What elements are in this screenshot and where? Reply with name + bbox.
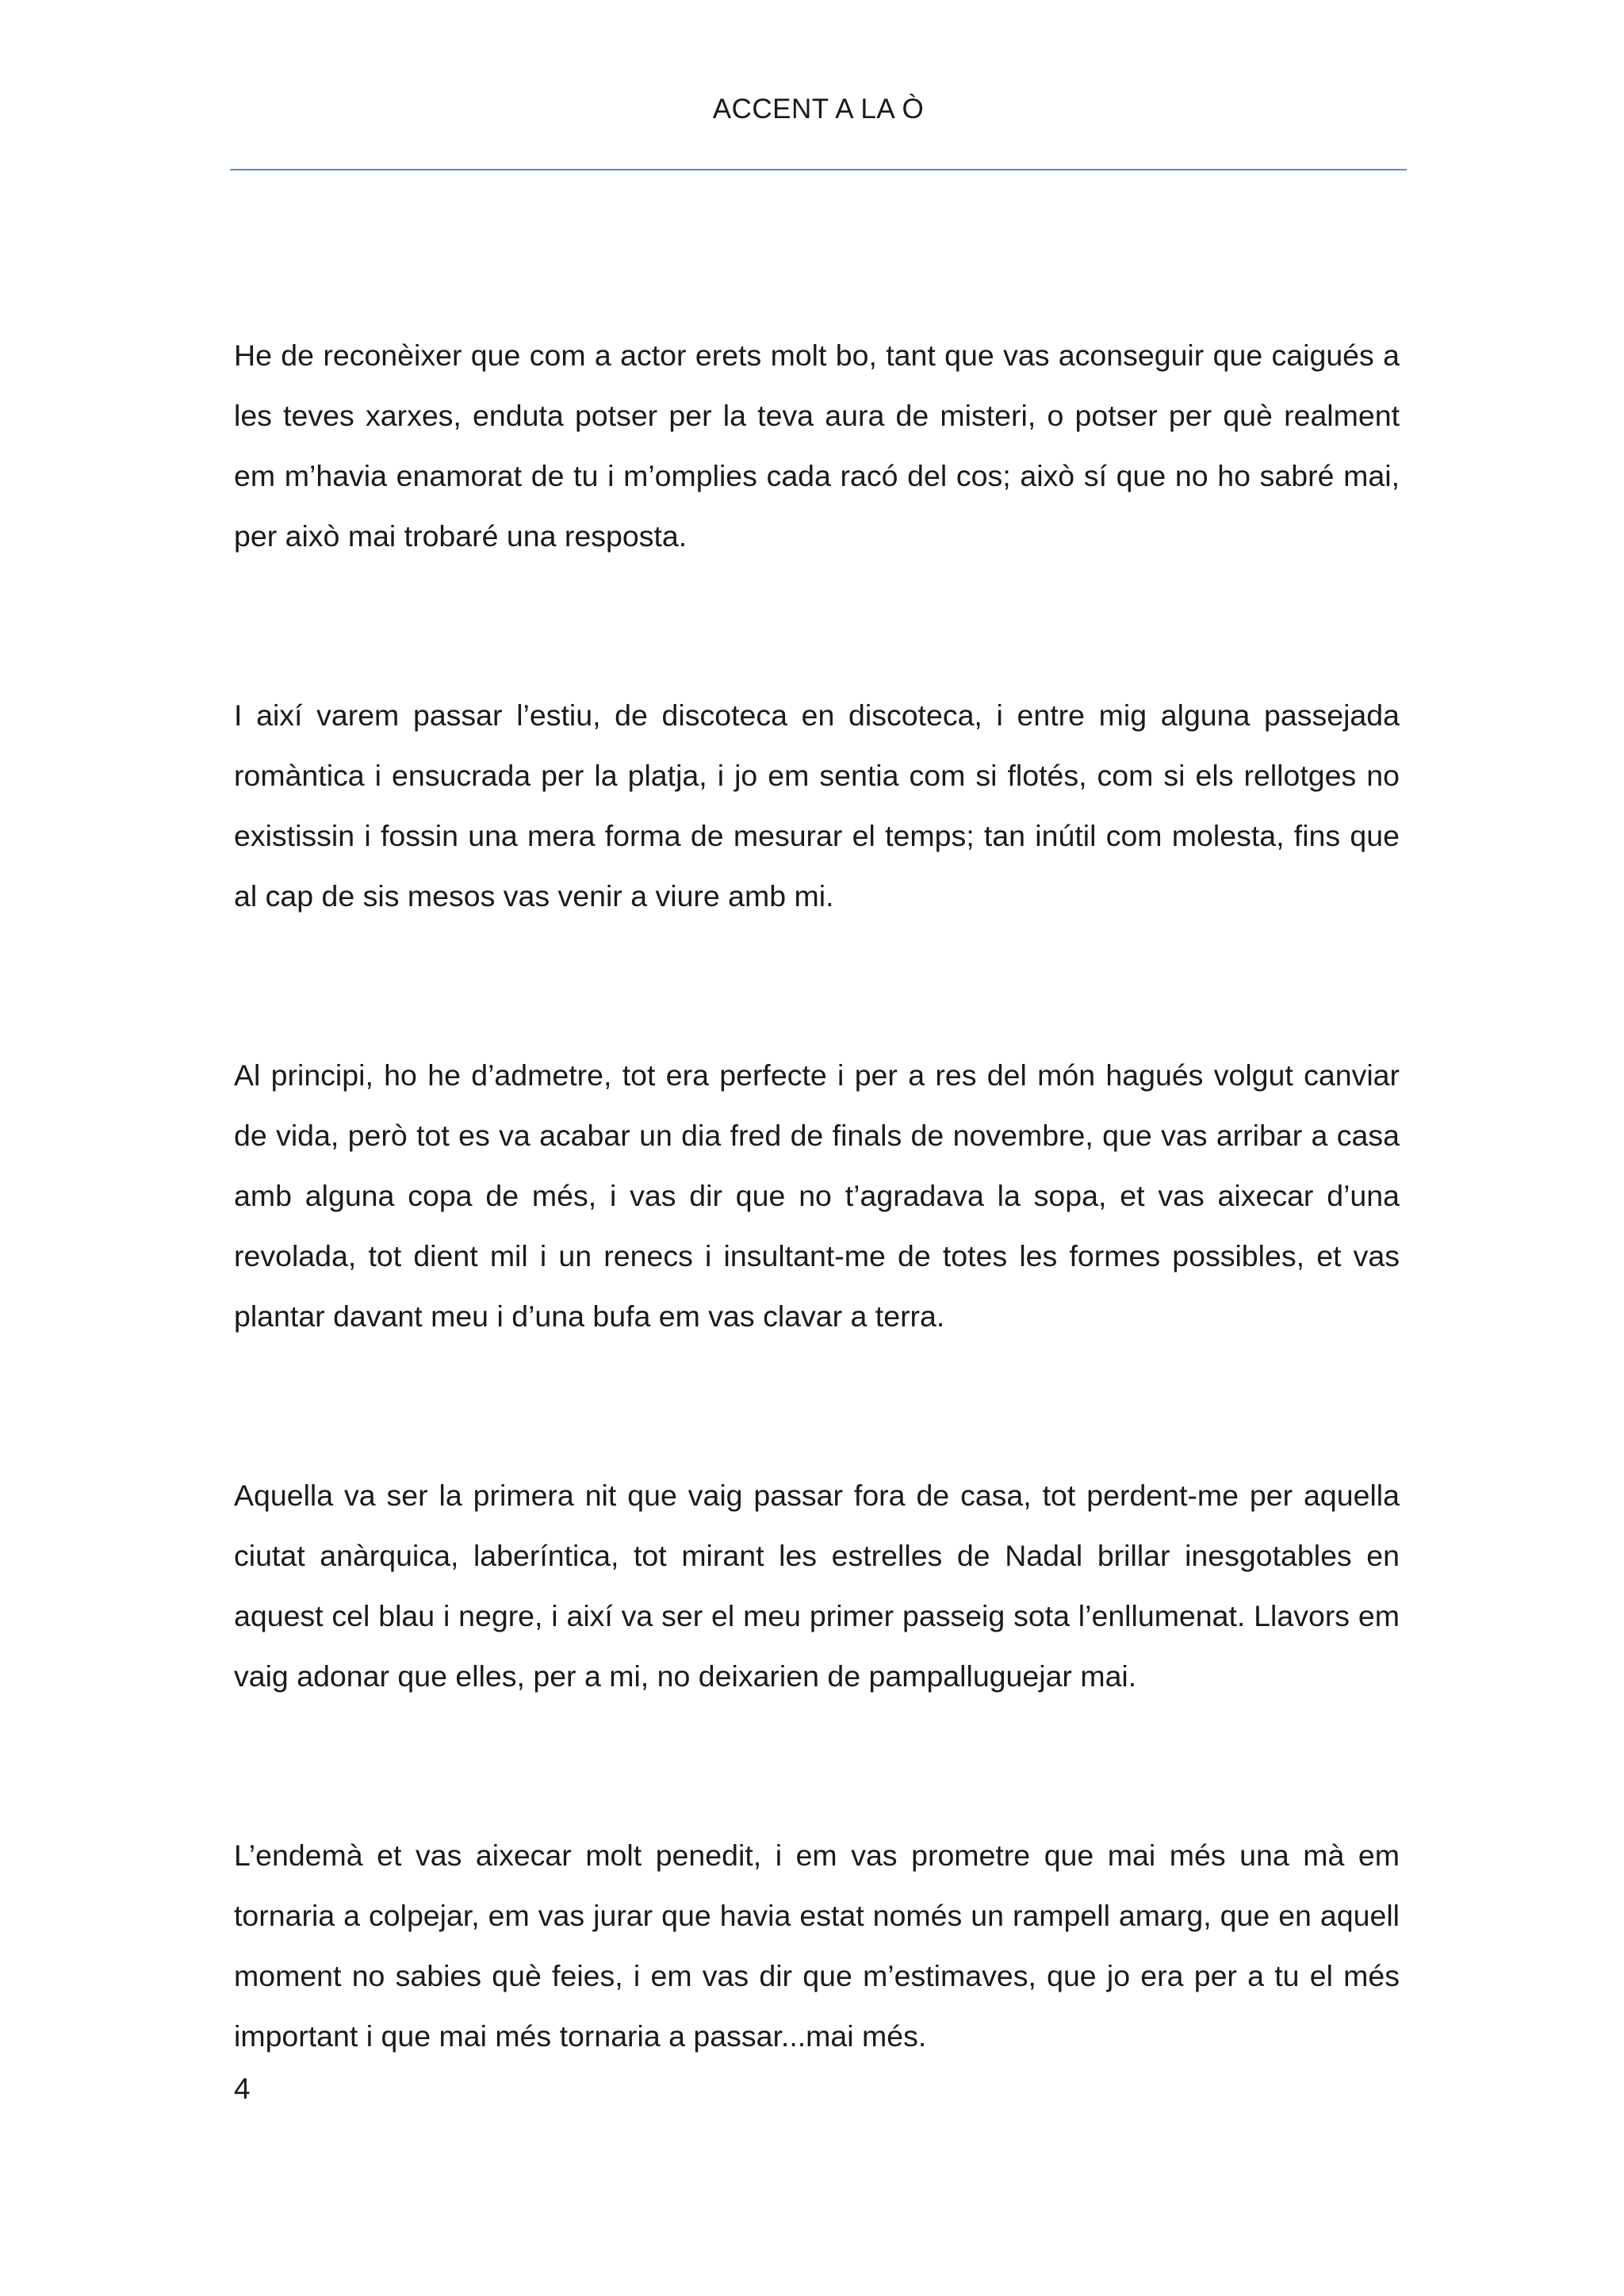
paragraph-4: Aquella va ser la primera nit que vaig passar fora de casa, tot perdent-me per aquella ciutat anàrquica, laberíntica, tot mirant les estrelles de Nadal brillar inesgotables en aquest cel blau i negre, i així va ser el meu primer passeig sota l’enllumenat. Llavors em vaig adonar que elles, per a mi, no deixarien de pampalluguejar mai.: [234, 1479, 1400, 1693]
page-number: 4: [234, 2072, 251, 2105]
paragraph-5: L’endemà et vas aixecar molt penedit, i em vas prometre que mai més una mà em tornaria a colpejar, em vas jurar que havia estat només un rampell amarg, que en aquell moment no sabies què feies, i em vas dir que m’estimaves, que jo era per a tu el més important i que mai més tornaria a passar...mai més.: [234, 1839, 1400, 2053]
paragraph-2: I així varem passar l’estiu, de discoteca en discoteca, i entre mig alguna passejada romàntica i ensucrada per la platja, i jo em sentia com si flotés, com si els rellotges no existissin i fossin una mera forma de mesurar el temps; tan inútil com molesta, fins que al cap de sis mesos vas venir a viure amb mi.: [234, 698, 1400, 913]
page-header-title: ACCENT A LA Ò: [712, 94, 925, 124]
paragraph-1: He de reconèixer que com a actor erets molt bo, tant que vas aconseguir que caigués a les teves xarxes, enduta potser per la teva aura de misteri, o potser per què realment em m’havia enamorat de tu i m’omplies cada racó del cos; això sí que no ho sabré mai, per això mai trobaré una resposta.: [234, 339, 1400, 553]
header-divider: [230, 169, 1407, 170]
paragraph-3: Al principi, ho he d’admetre, tot era perfecte i per a res del món hagués volgut canviar de vida, però tot es va acabar un dia fred de finals de novembre, que vas arribar a casa amb alguna copa de més, i vas dir que no t’agradava la sopa, et vas aixecar d’una revolada, tot dient mil i un renecs i insultant-me de totes les formes possibles, et vas plantar davant meu i d’una bufa em vas clavar a terra.: [234, 1058, 1400, 1333]
body-text: [234, 325, 1400, 2185]
